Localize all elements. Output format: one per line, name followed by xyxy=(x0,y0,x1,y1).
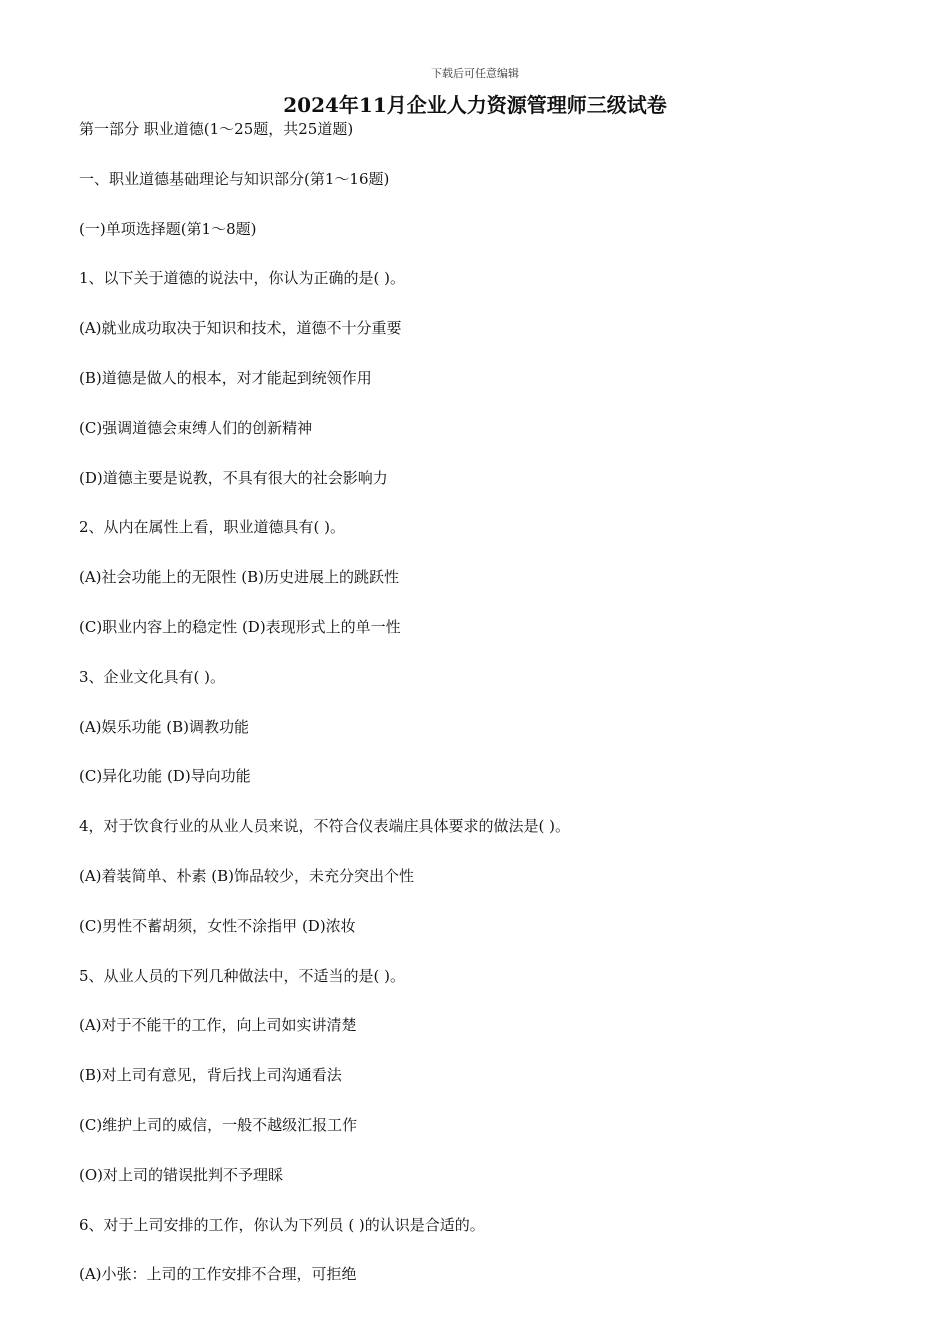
question-group-heading: (一)单项选择题(第1～8题) xyxy=(79,219,257,238)
question-5-option-d: (O)对上司的错误批判不予理睬 xyxy=(79,1165,284,1184)
question-1-option-c: (C)强调道德会束缚人们的创新精神 xyxy=(79,418,313,437)
question-4-options-ab: (A)着装简单、朴素 (B)饰品较少，未充分突出个性 xyxy=(79,866,415,885)
question-6-option-a: (A)小张：上司的工作安排不合理，可拒绝 xyxy=(79,1265,357,1284)
question-2-options-cd: (C)职业内容上的稳定性 (D)表现形式上的单一性 xyxy=(79,617,401,636)
question-4-options-cd: (C)男性不蓄胡须，女性不涂指甲 (D)浓妆 xyxy=(79,916,356,935)
question-3-options-ab: (A)娱乐功能 (B)调教功能 xyxy=(79,717,250,736)
question-1-option-a: (A)就业成功取决于知识和技术，道德不十分重要 xyxy=(79,319,402,338)
question-6: 6、对于上司安排的工作，你认为下列员 ( )的认识是合适的。 xyxy=(79,1215,485,1234)
question-1-option-b: (B)道德是做人的根本，对才能起到统领作用 xyxy=(79,368,372,387)
question-5-option-c: (C)维护上司的威信，一般不越级汇报工作 xyxy=(79,1115,358,1134)
question-4: 4，对于饮食行业的从业人员来说，不符合仪表端庄具体要求的做法是( )。 xyxy=(79,817,571,836)
document-title: 2024年11月企业人力资源管理师三级试卷 xyxy=(283,93,667,117)
question-3-options-cd: (C)异化功能 (D)导向功能 xyxy=(79,767,251,786)
question-3: 3、企业文化具有( )。 xyxy=(79,667,226,686)
document-body xyxy=(79,118,879,1313)
question-2: 2、从内在属性上看，职业道德具有( )。 xyxy=(79,518,346,537)
section-heading: 第一部分 职业道德(1～25题，共25道题) xyxy=(79,120,354,138)
question-1: 1、以下关于道德的说法中，你认为正确的是( )。 xyxy=(79,269,406,288)
question-1-option-d: (D)道德主要是说教，不具有很大的社会影响力 xyxy=(79,468,388,487)
header-note: 下载后可任意编辑 xyxy=(431,67,519,80)
question-2-options-ab: (A)社会功能上的无限性 (B)历史进展上的跳跃性 xyxy=(79,568,400,587)
subsection-heading: 一、职业道德基础理论与知识部分(第1～16题) xyxy=(79,169,390,188)
question-5-option-b: (B)对上司有意见，背后找上司沟通看法 xyxy=(79,1066,342,1085)
question-5-option-a: (A)对于不能干的工作，向上司如实讲清楚 xyxy=(79,1016,357,1035)
question-5: 5、从业人员的下列几种做法中，不适当的是( )。 xyxy=(79,966,406,985)
